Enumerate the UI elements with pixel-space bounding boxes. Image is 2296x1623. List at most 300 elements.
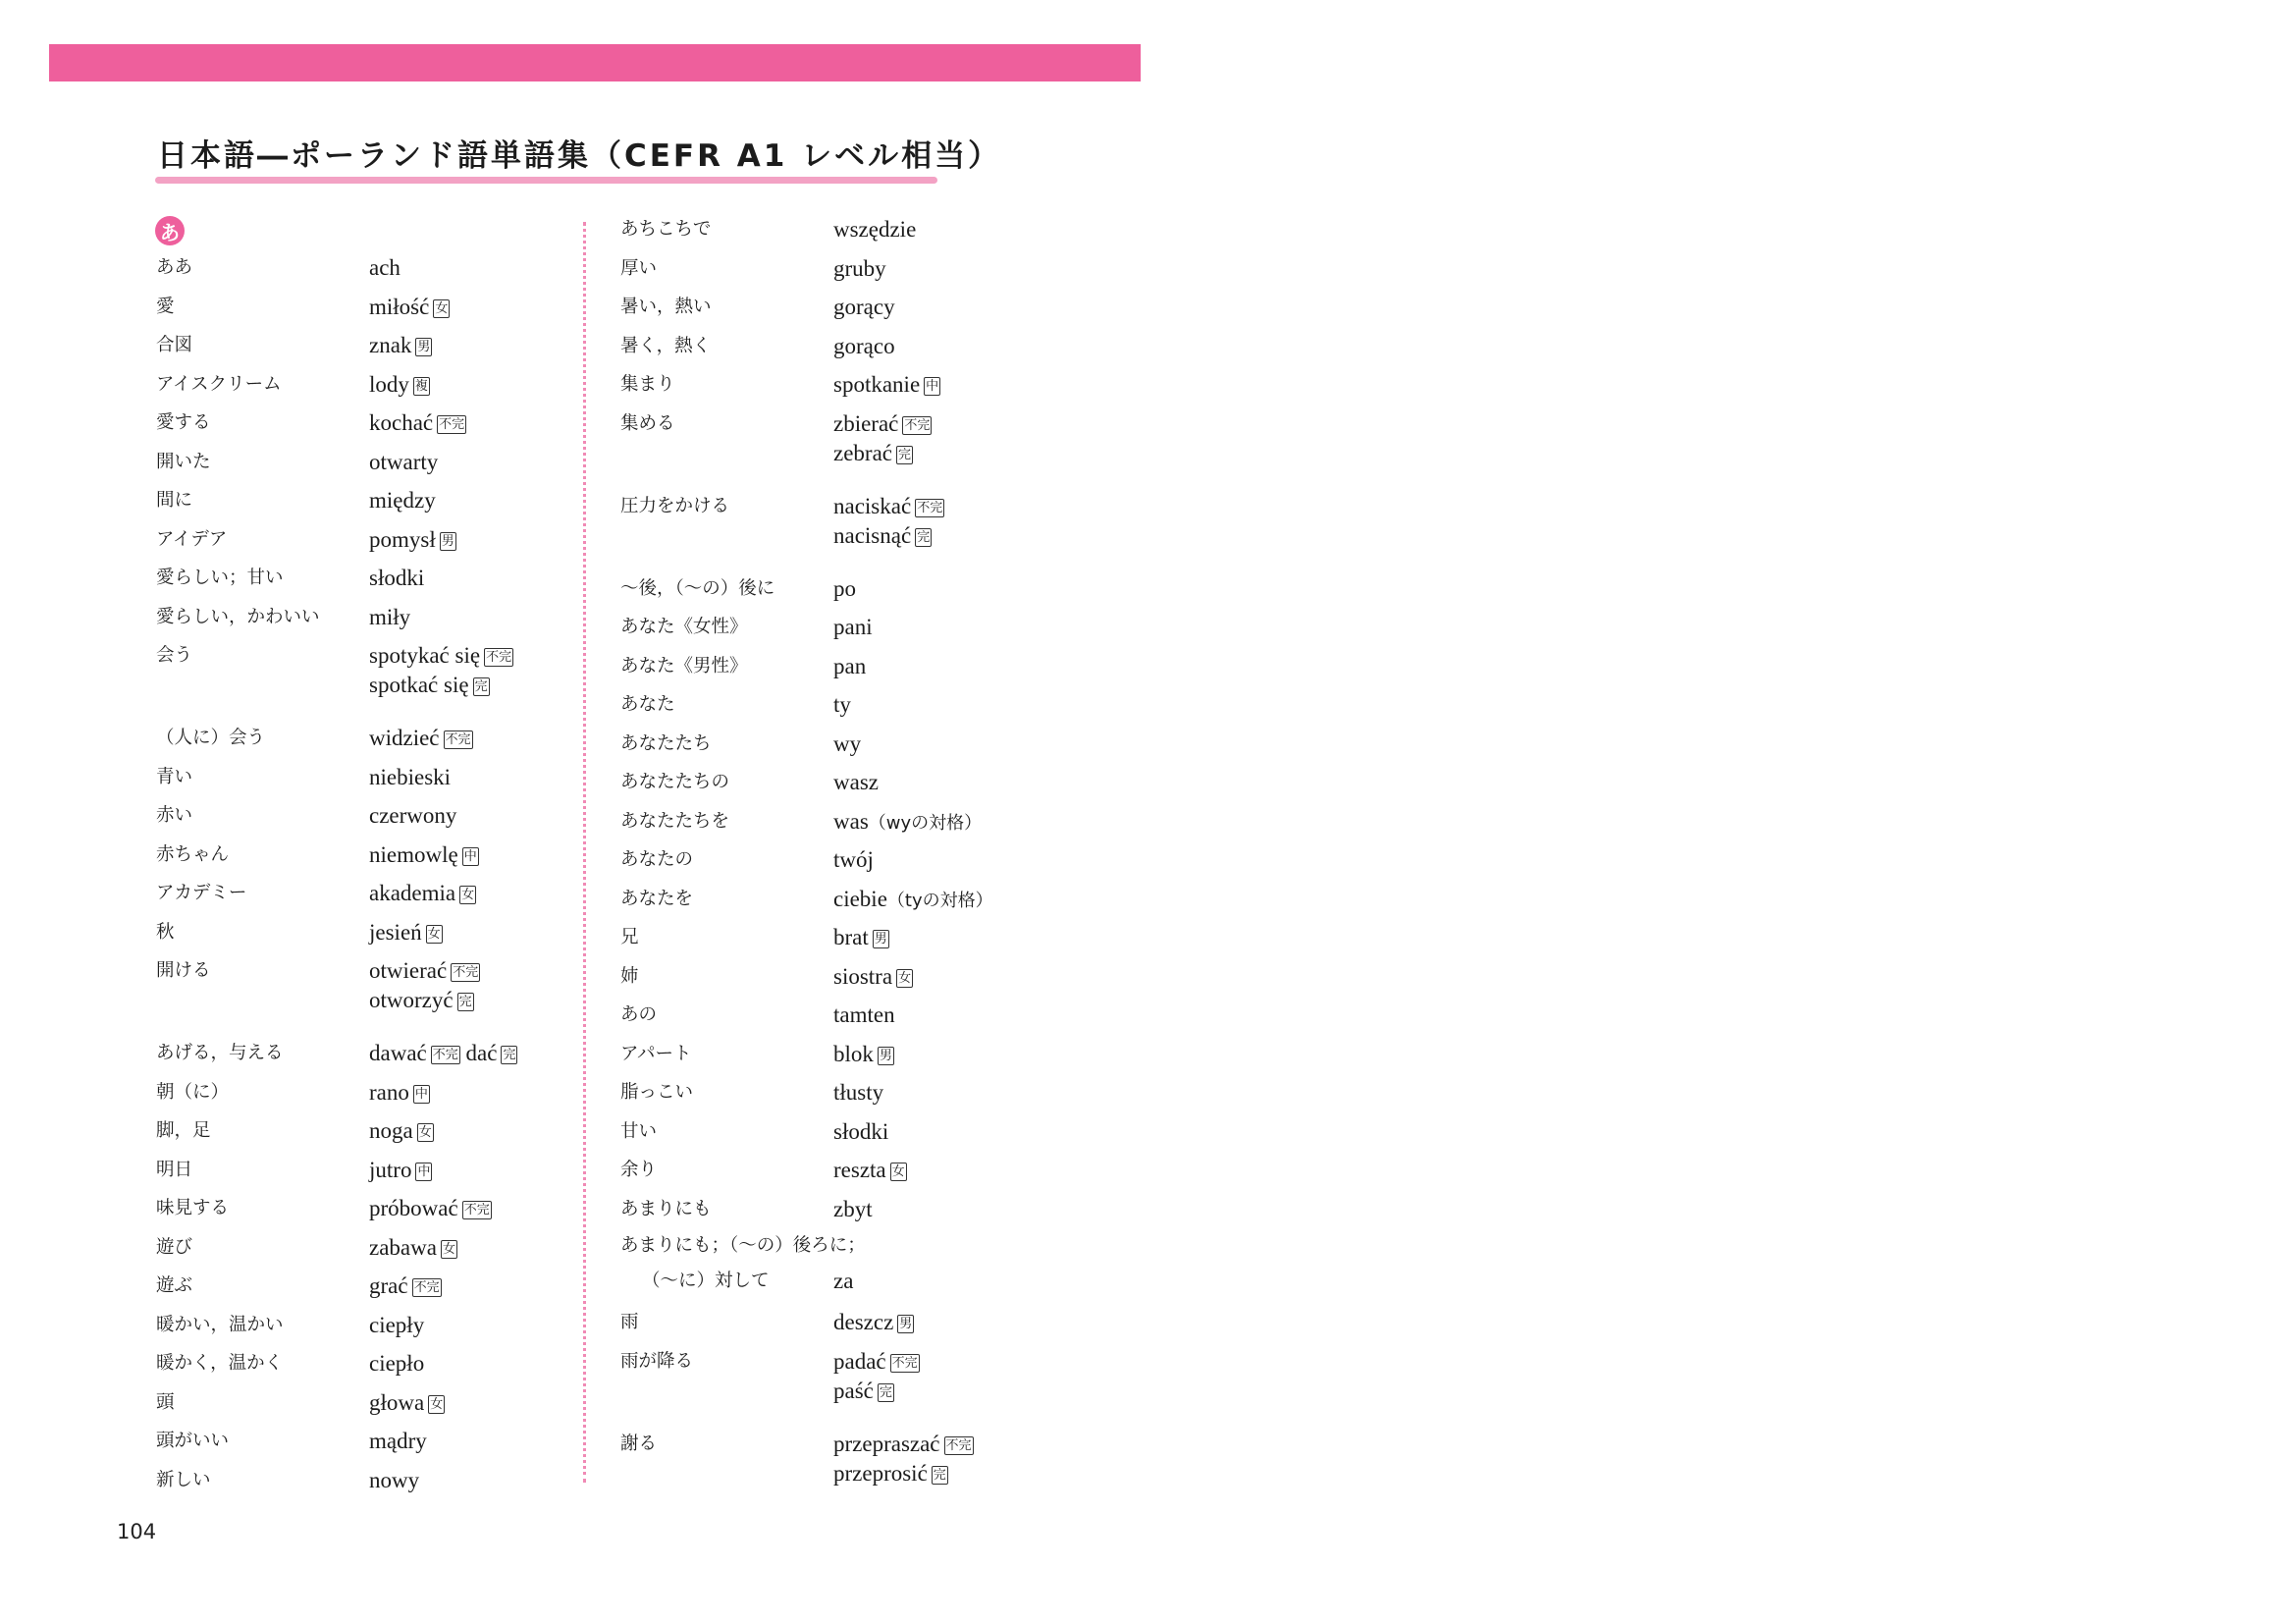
word-entry <box>156 1383 517 1423</box>
word-entry <box>156 1151 517 1190</box>
grammar-tag: 完 <box>917 529 931 545</box>
polish-term-line <box>369 1461 419 1500</box>
polish-term <box>833 405 932 468</box>
polish-word: jutro <box>369 1157 412 1182</box>
polish-term-line <box>369 326 432 365</box>
japanese-term: 秋 <box>156 921 175 943</box>
polish-word: spotkanie <box>833 372 921 397</box>
word-entry <box>156 913 517 952</box>
polish-term-line <box>369 1267 442 1306</box>
polish-term-line <box>369 520 456 560</box>
right-word-column <box>620 210 993 1507</box>
polish-term <box>833 957 913 997</box>
polish-term-line <box>833 802 982 841</box>
polish-word: nacisnąć <box>833 522 912 548</box>
grammar-note: （tyの対格） <box>886 890 993 911</box>
word-entry <box>156 443 517 482</box>
japanese-term: 青い <box>156 766 193 787</box>
japanese-term: 愛らしい，かわいい <box>156 606 320 627</box>
polish-term-line <box>369 481 436 520</box>
polish-word: otwarty <box>369 449 439 474</box>
japanese-term: 開ける <box>156 960 211 981</box>
polish-term-line <box>369 404 466 443</box>
word-entry <box>156 1228 517 1268</box>
word-entry <box>156 520 517 560</box>
polish-term-line <box>369 443 438 482</box>
polish-term <box>369 1344 424 1383</box>
grammar-tag: 完 <box>879 1384 892 1400</box>
japanese-term: 開いた <box>156 451 211 472</box>
polish-term <box>833 569 856 609</box>
word-entry <box>156 326 517 365</box>
grammar-tag: 女 <box>898 970 912 986</box>
polish-term <box>369 481 436 520</box>
grammar-tag: 中 <box>926 379 939 394</box>
polish-term-line <box>833 1035 894 1074</box>
word-entry <box>620 608 993 647</box>
polish-term <box>369 1073 430 1112</box>
japanese-term: あなたの <box>620 849 694 870</box>
polish-word: spotykać się <box>369 643 481 668</box>
section-kana-badge: あ <box>155 216 185 245</box>
grammar-tag: 不完 <box>917 500 943 515</box>
grammar-tag: 不完 <box>486 650 512 665</box>
grammar-tag: 男 <box>874 932 887 947</box>
polish-term <box>833 365 940 405</box>
word-entry <box>156 636 517 719</box>
title-underline <box>155 177 937 184</box>
japanese-term: あなた《女性》 <box>620 617 748 637</box>
japanese-term: 集まり <box>620 374 675 395</box>
polish-word: lody <box>369 371 409 397</box>
word-entry <box>156 1344 517 1383</box>
polish-term <box>833 802 982 841</box>
polish-term <box>833 840 874 880</box>
word-entry <box>620 1151 993 1190</box>
polish-term-line <box>369 1189 492 1228</box>
polish-term-line <box>369 559 424 598</box>
grammar-tag: 不完 <box>413 1280 440 1295</box>
polish-word: blok <box>833 1041 874 1066</box>
word-entry <box>156 1461 517 1500</box>
polish-term-line <box>833 1303 914 1342</box>
word-entry <box>620 210 993 249</box>
grammar-tag: 不完 <box>904 417 931 433</box>
polish-word: wy <box>833 730 862 756</box>
polish-term-line <box>369 758 451 797</box>
japanese-term: 合図 <box>156 335 193 355</box>
polish-word: słodki <box>833 1118 889 1144</box>
grammar-tag: 不完 <box>432 1048 458 1062</box>
polish-term <box>369 1306 424 1345</box>
polish-term-line <box>833 210 916 249</box>
polish-term-line <box>833 1151 907 1190</box>
grammar-tag: 完 <box>898 447 912 462</box>
grammar-tag: 完 <box>458 995 472 1009</box>
polish-word: słodki <box>369 566 425 590</box>
polish-term <box>833 685 851 725</box>
polish-term <box>369 559 424 598</box>
polish-term <box>369 1111 434 1151</box>
japanese-term: 遊び <box>156 1236 193 1258</box>
polish-term <box>833 1342 920 1406</box>
japanese-term: 赤ちゃん <box>156 843 230 865</box>
polish-term <box>833 1425 974 1488</box>
grammar-tag: 不完 <box>439 417 465 432</box>
polish-term <box>369 1151 432 1190</box>
japanese-term: 暖かい，温かい <box>156 1314 284 1335</box>
word-entry <box>620 685 993 725</box>
japanese-term: あなたたちの <box>620 772 730 792</box>
polish-word: spotkać się <box>369 673 469 697</box>
polish-word: noga <box>369 1118 413 1143</box>
polish-term <box>369 874 476 913</box>
word-entry-line <box>620 1264 993 1299</box>
polish-term <box>833 647 866 686</box>
polish-word: gruby <box>833 255 886 281</box>
polish-word: kochać <box>369 410 434 435</box>
japanese-term: 愛らしい；甘い <box>156 568 284 588</box>
polish-word: dawać <box>369 1041 427 1065</box>
japanese-term: あまりにも <box>620 1198 712 1219</box>
grammar-tag: 男 <box>441 533 454 549</box>
polish-term-line <box>833 763 879 802</box>
polish-word: ciebie <box>833 886 887 911</box>
word-entry <box>620 1035 993 1074</box>
word-entry <box>156 559 517 598</box>
word-entry <box>156 248 517 288</box>
polish-term-line <box>369 671 513 700</box>
grammar-tag: 女 <box>435 300 449 316</box>
polish-word: wasz <box>833 770 879 794</box>
japanese-term: （人に）会う <box>156 728 266 748</box>
word-entry <box>156 1111 517 1151</box>
grammar-tag: 女 <box>418 1125 432 1140</box>
word-entry <box>620 249 993 289</box>
word-entry <box>620 487 993 569</box>
polish-term <box>369 1383 445 1423</box>
polish-term-line <box>369 719 473 758</box>
polish-term <box>369 758 451 797</box>
japanese-term: 愛 <box>156 296 175 317</box>
japanese-term: あまりにも；（～の）後ろに； <box>620 1235 866 1256</box>
polish-term-line <box>369 598 410 637</box>
grammar-tag: 男 <box>879 1048 892 1063</box>
polish-word: zbyt <box>833 1196 873 1221</box>
japanese-term: 圧力をかける <box>620 495 730 516</box>
polish-word: miłość <box>369 294 430 319</box>
polish-term <box>369 636 513 700</box>
japanese-term: 集める <box>620 412 675 434</box>
polish-term-line <box>369 248 400 288</box>
polish-word: naciskać <box>833 493 912 518</box>
japanese-term: 頭 <box>156 1391 175 1413</box>
polish-term-line <box>833 1347 920 1377</box>
japanese-term-continued: （～に）対して <box>642 1271 770 1291</box>
polish-word: przepraszać <box>833 1431 940 1456</box>
japanese-term: 余り <box>620 1160 658 1180</box>
polish-word: czerwony <box>369 803 457 828</box>
grammar-tag: 不完 <box>945 1437 972 1453</box>
polish-term <box>833 608 873 647</box>
grammar-tag: 中 <box>414 1086 428 1102</box>
polish-term <box>369 796 456 836</box>
polish-term-line <box>833 918 889 957</box>
word-entry <box>620 1425 993 1507</box>
japanese-term: 頭がいい <box>156 1431 230 1451</box>
polish-term <box>369 951 480 1015</box>
polish-word: twój <box>833 847 874 872</box>
word-entry <box>620 763 993 802</box>
japanese-term: アイデア <box>156 528 228 550</box>
grammar-tag: 女 <box>461 888 475 902</box>
word-entry <box>620 880 993 919</box>
japanese-term: 間に <box>156 490 193 511</box>
polish-word: za <box>833 1269 854 1293</box>
polish-term-line <box>369 1034 517 1073</box>
japanese-term: 朝（に） <box>156 1081 230 1103</box>
polish-word: ty <box>833 692 851 717</box>
polish-term-line <box>833 1112 888 1152</box>
grammar-tag: 女 <box>430 1396 444 1412</box>
polish-word: głowa <box>369 1389 425 1415</box>
polish-term <box>369 326 432 365</box>
polish-term-line <box>833 569 856 609</box>
polish-term <box>369 288 450 327</box>
grammar-tag: 男 <box>899 1317 913 1331</box>
japanese-term: アイスクリーム <box>156 373 282 395</box>
word-entry <box>156 1073 517 1112</box>
japanese-term: 遊ぶ <box>156 1275 193 1296</box>
word-entry <box>620 918 993 957</box>
polish-term-line <box>369 836 479 875</box>
japanese-term: あちこちで <box>620 219 712 240</box>
polish-word: pomysł <box>369 526 436 552</box>
word-entry <box>156 365 517 405</box>
polish-word: paść <box>833 1378 874 1403</box>
polish-term <box>369 443 438 482</box>
polish-word: ach <box>369 255 400 280</box>
polish-word: pan <box>833 653 867 678</box>
word-entry <box>620 840 993 880</box>
japanese-term: あなたを <box>620 888 694 909</box>
polish-term-line <box>369 1151 432 1190</box>
polish-word: nowy <box>369 1467 420 1492</box>
polish-term-line <box>369 365 430 405</box>
polish-term <box>369 913 443 952</box>
polish-word: niebieski <box>369 764 452 789</box>
polish-word: przeprosić <box>833 1460 928 1486</box>
word-entry <box>620 1073 993 1112</box>
japanese-term: ～後，（～の）後に <box>620 577 775 599</box>
word-entry <box>620 647 993 686</box>
polish-word: akademia <box>369 881 456 905</box>
word-entry <box>620 1342 993 1425</box>
polish-term-line <box>833 288 895 327</box>
polish-word: otworzyć <box>369 988 454 1012</box>
polish-term <box>833 1303 914 1342</box>
polish-term <box>369 1189 492 1228</box>
polish-term-line <box>833 1459 974 1488</box>
word-entry <box>156 1306 517 1345</box>
grammar-tag: 女 <box>891 1164 905 1179</box>
japanese-term: 厚い <box>620 257 658 279</box>
polish-word: reszta <box>833 1158 886 1182</box>
polish-term-line <box>833 521 944 551</box>
polish-term <box>369 836 479 875</box>
grammar-tag: 複 <box>414 378 428 394</box>
grammar-tag: 完 <box>933 1467 946 1483</box>
word-entry <box>156 874 517 913</box>
polish-term <box>369 248 400 288</box>
word-entry <box>620 1190 993 1229</box>
word-entry <box>156 598 517 637</box>
polish-term-line <box>833 1073 883 1112</box>
japanese-term: あなたたち <box>620 732 712 754</box>
word-entry <box>156 796 517 836</box>
grammar-tag: 不完 <box>891 1355 918 1371</box>
polish-word: deszcz <box>833 1310 894 1334</box>
word-entry <box>620 365 993 405</box>
polish-term-line <box>833 725 861 764</box>
japanese-term: 明日 <box>156 1159 193 1180</box>
polish-word: grać <box>369 1273 408 1298</box>
polish-term-line <box>833 365 940 405</box>
polish-term <box>369 1228 457 1268</box>
polish-word: rano <box>369 1079 409 1105</box>
polish-term-line <box>833 608 873 647</box>
word-entry <box>620 802 993 841</box>
polish-word: miły <box>369 604 411 629</box>
polish-word: znak <box>369 333 412 357</box>
japanese-term: 姉 <box>620 965 639 987</box>
polish-word: mądry <box>369 1429 427 1453</box>
polish-word: po <box>833 575 856 601</box>
polish-term <box>833 288 895 327</box>
word-entry <box>620 327 993 366</box>
word-entry <box>156 404 517 443</box>
polish-term-line <box>833 840 874 880</box>
polish-term-line <box>833 880 993 919</box>
polish-term-line <box>833 1377 920 1406</box>
polish-word: wszędzie <box>833 217 917 242</box>
polish-term <box>833 1073 883 1112</box>
japanese-term: 赤い <box>156 805 193 826</box>
japanese-term: 兄 <box>620 927 639 947</box>
polish-term-line <box>369 288 450 327</box>
polish-term <box>369 1267 442 1306</box>
polish-word: niemowlę <box>369 841 458 867</box>
japanese-term: 会う <box>156 645 193 666</box>
polish-word: gorąco <box>833 333 895 358</box>
grammar-tag: 不完 <box>463 1203 490 1217</box>
word-entry <box>156 1189 517 1228</box>
polish-word: widzieć <box>369 726 440 750</box>
japanese-term: 雨 <box>620 1312 639 1332</box>
japanese-term: 暖かく，温かく <box>156 1353 284 1374</box>
word-entry <box>156 1422 517 1461</box>
grammar-tag: 不完 <box>445 732 471 747</box>
polish-term-line <box>369 874 476 913</box>
polish-term-line <box>833 439 932 468</box>
polish-word: brat <box>833 925 869 949</box>
japanese-term: あなた《男性》 <box>620 655 748 676</box>
polish-term <box>833 1035 894 1074</box>
polish-term <box>369 1461 419 1500</box>
polish-term-line <box>833 327 895 366</box>
grammar-tag: 男 <box>417 340 431 354</box>
word-entry <box>620 405 993 487</box>
japanese-term: アパート <box>620 1043 692 1064</box>
polish-term <box>369 719 473 758</box>
header-color-bar <box>49 44 1141 81</box>
grammar-tag: 完 <box>503 1048 516 1062</box>
left-word-column <box>156 248 517 1499</box>
polish-word: tamten <box>833 1002 895 1027</box>
grammar-tag: 女 <box>442 1241 455 1257</box>
polish-word: zbierać <box>833 410 899 436</box>
polish-term-line <box>833 1430 974 1459</box>
polish-word: ciepły <box>369 1312 425 1337</box>
japanese-term: あの <box>620 1004 658 1025</box>
polish-word: próbować <box>369 1196 458 1220</box>
page-number: 104 <box>117 1520 157 1543</box>
polish-term <box>833 487 944 551</box>
polish-term <box>369 365 430 405</box>
polish-term-line <box>369 1344 424 1383</box>
polish-term-line <box>833 409 932 439</box>
polish-term <box>833 327 895 366</box>
polish-term <box>833 918 889 957</box>
japanese-term: 脂っこい <box>620 1082 694 1103</box>
polish-term-line <box>369 1306 424 1345</box>
japanese-term: 暑い，熱い <box>620 297 712 317</box>
polish-term <box>369 598 410 637</box>
word-entry <box>620 1112 993 1152</box>
polish-word: otwierać <box>369 958 448 983</box>
word-entry <box>620 996 993 1035</box>
japanese-term: 脚，足 <box>156 1120 211 1141</box>
word-entry <box>156 951 517 1034</box>
polish-word: was <box>833 808 869 834</box>
polish-term <box>833 763 879 802</box>
polish-term-line <box>833 492 944 521</box>
polish-term-line <box>833 685 851 725</box>
polish-word: gorący <box>833 295 895 319</box>
polish-term <box>833 880 993 919</box>
japanese-term: ああ <box>156 257 193 278</box>
grammar-tag: 完 <box>474 679 488 694</box>
polish-term <box>833 1264 853 1299</box>
polish-word: ciepło <box>369 1351 425 1376</box>
japanese-term: 新しい <box>156 1469 211 1490</box>
grammar-tag: 女 <box>427 926 441 942</box>
word-entry <box>156 719 517 758</box>
polish-term-line <box>833 647 866 686</box>
page-title: 日本語―ポーランド語単語集（CEFR A1 レベル相当） <box>157 138 1002 174</box>
word-entry <box>156 1034 517 1073</box>
polish-term <box>833 249 886 289</box>
polish-word: siostra <box>833 963 893 989</box>
japanese-term: 暑く，熱く <box>620 335 712 356</box>
word-entry <box>156 1267 517 1306</box>
polish-term-line <box>833 249 886 289</box>
polish-term <box>369 1422 427 1461</box>
polish-word: zebrać <box>833 440 892 465</box>
word-entry <box>620 288 993 327</box>
polish-term-line <box>369 1073 430 1112</box>
polish-term <box>833 1112 888 1152</box>
